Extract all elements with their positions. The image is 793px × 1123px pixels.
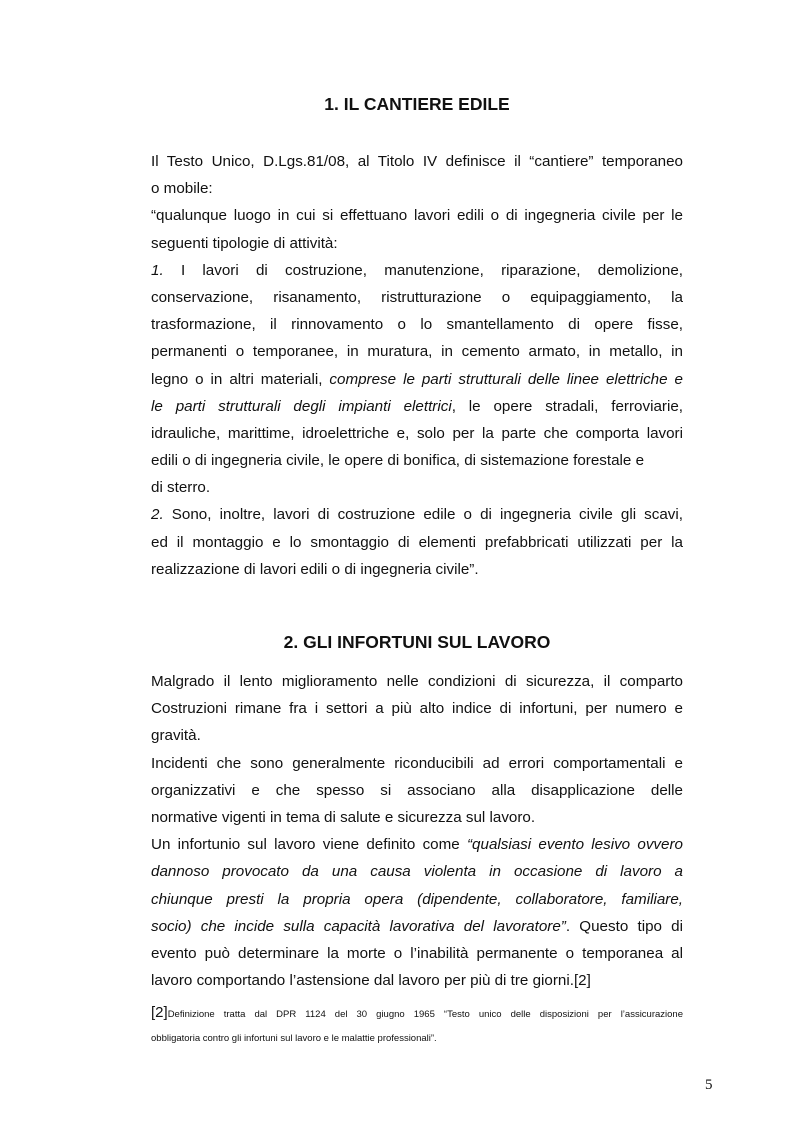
italic-text-run: comprese le parti strutturali delle linee elettriche e bbox=[329, 370, 683, 388]
paragraph-line: normative vigenti in tema di salute e sicurezza sul lavoro. bbox=[151, 808, 536, 826]
list-text: Sono, inoltre, lavori di costruzione edile o di ingegneria civile gli scavi, bbox=[171, 506, 683, 524]
paragraph-line: evento può determinare la morte o l’inabilità permanente o temporanea al bbox=[151, 944, 683, 962]
italic-text-run: le parti strutturali degli impianti elettrici bbox=[151, 397, 452, 415]
text-run: . Questo tipo di bbox=[565, 917, 683, 935]
paragraph-line: Costruzioni rimane fra i settori a più alto indice di infortuni, per numero e bbox=[151, 700, 683, 718]
paragraph-line: seguenti tipologie di attività: bbox=[151, 234, 338, 252]
paragraph-line: ed il montaggio e lo smontaggio di elementi prefabbricati utilizzati per la bbox=[151, 533, 683, 551]
paragraph-line: o mobile: bbox=[151, 180, 213, 198]
section-title-infortuni: 2. GLI INFORTUNI SUL LAVORO bbox=[283, 632, 551, 652]
list-text: I lavori di costruzione, manutenzione, riparazione, demolizione, bbox=[180, 261, 683, 279]
italic-text-run: socio) che incide sulla capacità lavorativa del lavoratore” bbox=[151, 917, 566, 935]
list-number: 1. bbox=[151, 261, 164, 279]
section-body-infortuni bbox=[151, 668, 683, 994]
paragraph-line bbox=[151, 393, 683, 420]
paragraph-line: realizzazione di lavori edili o di ingegneria civile”. bbox=[151, 560, 479, 578]
paragraph-line: permanenti o temporanee, in muratura, in cemento armato, in metallo, in bbox=[151, 343, 683, 361]
paragraph-line bbox=[151, 913, 683, 940]
paragraph-line: di sterro. bbox=[151, 479, 211, 497]
text-run: legno o in altri materiali, bbox=[151, 370, 323, 388]
paragraph-line: lavoro comportando l’astensione dal lavoro per più di tre giorni.[2] bbox=[151, 972, 591, 990]
list-number: 2. bbox=[151, 506, 164, 524]
paragraph-line bbox=[151, 858, 683, 885]
footnote-mark: [2] bbox=[151, 1004, 168, 1021]
page-number: 5 bbox=[705, 1077, 713, 1093]
list-item-line bbox=[151, 257, 683, 284]
italic-text-run: chiunque presti la propria opera (dipendente, collaboratore, familiare, bbox=[151, 890, 683, 908]
footnote-line bbox=[151, 1000, 683, 1026]
paragraph-line: Malgrado il lento miglioramento nelle condizioni di sicurezza, il comparto bbox=[151, 673, 683, 690]
paragraph-line: gravità. bbox=[151, 727, 201, 745]
paragraph-line: conservazione, risanamento, ristrutturazione o equipaggiamento, la bbox=[151, 288, 683, 306]
italic-text-run: “qualsiasi evento lesivo ovvero bbox=[467, 836, 683, 854]
paragraph-line: trasformazione, il rinnovamento o lo smantellamento di opere fisse, bbox=[151, 316, 683, 334]
footnote-line: obbligatoria contro gli infortuni sul lavoro e le malattie professionali”. bbox=[151, 1033, 437, 1044]
paragraph-line bbox=[151, 886, 683, 913]
text-run: Un infortunio sul lavoro viene definito come bbox=[151, 836, 460, 854]
paragraph-line: “qualunque luogo in cui si effettuano lavori edili o di ingegneria civile per le bbox=[151, 207, 683, 225]
paragraph-line: Incidenti che sono generalmente riconducibili ad errori comportamentali e bbox=[151, 754, 683, 772]
section-title-cantiere: 1. IL CANTIERE EDILE bbox=[324, 94, 510, 114]
paragraph-line: idrauliche, marittime, idroelettriche e, solo per la parte che comporta lavori bbox=[151, 424, 683, 442]
paragraph-line: organizzativi e che spesso si associano alla disapplicazione delle bbox=[151, 781, 683, 799]
paragraph-line: edili o di ingegneria civile, le opere di bonifica, di sistemazione forestale e bbox=[151, 452, 645, 470]
list-item-line bbox=[151, 501, 683, 528]
footnote bbox=[151, 1000, 683, 1052]
section-body-cantiere bbox=[151, 148, 683, 583]
paragraph-line bbox=[151, 831, 683, 858]
text-run: , le opere stradali, ferroviarie, bbox=[451, 397, 683, 415]
paragraph-line: Il Testo Unico, D.Lgs.81/08, al Titolo IV definisce il “cantiere” temporaneo bbox=[151, 153, 683, 170]
italic-text-run: dannoso provocato da una causa violenta in occasione di lavoro a bbox=[151, 863, 683, 881]
paragraph-line bbox=[151, 366, 683, 393]
footnote-text: Definizione tratta dal DPR 1124 del 30 giugno 1965 “Testo unico delle disposizioni per l’assicurazione bbox=[167, 1009, 683, 1020]
